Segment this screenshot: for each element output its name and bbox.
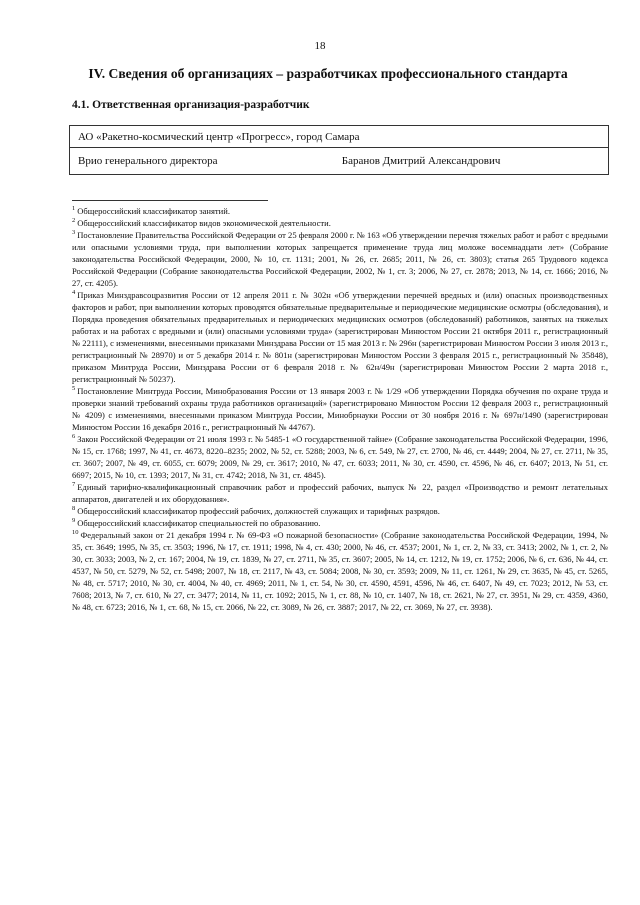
footnote-marker: 6 [72,433,76,441]
footnote [72,517,608,529]
footnote-divider [72,200,268,201]
footnote-text: Закон Российской Федерации от 21 июля 1993 г. № 5485-1 «О государственной тайне» (Собрание законодательства Российской Федерации, 1996, № 15, ст. 1768; 1997, № 41, ст. 4673, 8220–8235; 2002, № 52, ст. 5288; 2003, № 6, ст. 549, № 27, ст. 2700, № 46, ст. 4449; 2004, № 27, ст. 2711, № 35, ст. 3607; 2007, № 49, ст. 6055, ст. 6079; 2009, № 29, ст. 3617; 2010, № 47, ст. 6033; 2011, № 30, ст. 4590, ст. 4596, № 46, ст. 6407; 2013, № 51, ст. 6697; 2015, № 10, ст. 1393; 2017, № 31, ст. 4742; 2018, № 31, ст. 4845). [72,434,608,480]
footnote-marker: 10 [72,529,79,537]
footnote-marker: 9 [72,517,76,525]
footnote [72,205,608,217]
organization-table [69,125,609,175]
footnote-marker: 4 [72,289,76,297]
footnote [72,433,608,481]
footnote-marker: 3 [72,229,76,237]
footnote-marker: 8 [72,505,76,513]
footnotes [72,205,608,613]
signatory-row [70,148,609,175]
organization-row [70,126,609,148]
organization-name: АО «Ракетно-космический центр «Прогресс», город Самара [70,126,609,148]
page-number: 18 [314,40,326,52]
footnote-text: Общероссийский классификатор видов экономической деятельности. [77,218,331,228]
footnote [72,481,608,505]
footnote-text: Общероссийский классификатор специальностей по образованию. [77,518,321,528]
footnote-text: Единый тарифно-квалификационный справочник работ и профессий рабочих, выпуск № 22, раздел «Производство и ремонт летательных аппаратов, двигателей и их оборудования». [72,482,608,504]
section-title: IV. Сведения об организациях – разработчиках профессионального стандарта [88,66,568,81]
footnote [72,505,608,517]
footnote-text: Общероссийский классификатор профессий рабочих, должностей служащих и тарифных разрядов. [77,506,440,516]
footnote-text: Приказ Минздравсоцразвития России от 12 апреля 2011 г. № 302н «Об утверждении перечней вредных и (или) опасных производственных факторов и работ, при выполнении которых проводятся обязательные предварительные и периодические медицинские осмотры (обследования), и Порядка проведения обязательных предварительных и периодических медицинских осмотров (обследований) работников, занятых на тяжелых работах и на работах с вредными и (или) опасными условиями труда» (зарегистрирован Минюстом России 21 октября 2011 г., регистрационный № 22111), с изменениями, внесенными приказами Минздрава России от 15 мая 2013 г. № 296н (зарегистрирован Минюстом России 3 июля 2013 г., регистрационный № 28970) и от 5 декабря 2014 г. № 801н (зарегистрирован Минюстом России 3 февраля 2015 г., регистрационный № 35848), приказом Минтруда России, Минздрава России от 6 февраля 2018 г. № 62н/49н (зарегистрирован Минюстом России 2 марта 2018 г., регистрационный № 50237). [72,290,608,384]
footnote-text: Постановление Правительства Российской Федерации от 25 февраля 2000 г. № 163 «Об утверждении перечня тяжелых работ и работ с вредными или опасными условиями труда, при выполнении которых запрещается применение труда лиц моложе восемнадцати лет» (Собрание законодательства Российской Федерации, 2000, № 10, ст. 1131; 2001, № 26, ст. 2685; 2011, № 26, ст. 3803); статья 265 Трудового кодекса Российской Федерации (Собрание законодательства Российской Федерации, 2002, № 1, ст. 3; 2006, № 27, ст. 2878; 2013, № 14, ст. 1666; 2016, № 27, ст. 4205). [72,230,608,288]
footnote [72,529,608,613]
signatory-position: Врио генерального директора [70,148,300,175]
footnote [72,289,608,385]
footnote [72,229,608,289]
signatory-name: Баранов Дмитрий Александрович [300,148,609,175]
footnote-text: Общероссийский классификатор занятий. [77,206,230,216]
footnote-marker: 5 [72,385,76,393]
footnote-marker: 1 [72,205,76,213]
footnote-text: Федеральный закон от 21 декабря 1994 г. № 69-ФЗ «О пожарной безопасности» (Собрание законодательства Российской Федерации, 1994, № 35, ст. 3649; 1995, № 35, ст. 3503; 1996, № 17, ст. 1911; 1998, № 4, ст. 430; 2000, № 46, ст. 4537; 2001, № 1, ст. 2, № 33, ст. 3413; 2002, № 1, ст. 2, № 30, ст. 3033; 2003, № 2, ст. 167; 2004, № 19, ст. 1839, № 27, ст. 2711, № 35, ст. 3607; 2005, № 14, ст. 1212, № 19, ст. 1752; 2006, № 6, ст. 636, № 44, ст. 4537, № 50, ст. 5279, № 52, ст. 5498; 2007, № 18, ст. 2117, № 43, ст. 5084; 2008, № 30, ст. 3593; 2009, № 11, ст. 1261, № 29, ст. 3635, № 45, ст. 5265, № 48, ст. 5717; 2010, № 30, ст. 4004, № 40, ст. 4969; 2011, № 1, ст. 54, № 30, ст. 4590, 4591, 4596, № 46, ст. 6407, № 49, ст. 7023; 2012, № 53, ст. 7608; 2013, № 7, ст. 610, № 27, ст. 3477; 2014, № 11, ст. 1092; 2015, № 1, ст. 88, № 10, ст. 1407, № 18, ст. 2621, № 27, ст. 3951, № 29, ст. 4359, 4360, № 48, ст. 6723; 2016, № 1, ст. 68, № 15, ст. 2066, № 22, ст. 3089, № 26, ст. 3887; 2017, № 22, ст. 3069, № 27, ст. 3938). [72,530,608,612]
footnote-marker: 7 [72,481,76,489]
footnote [72,385,608,433]
footnote [72,217,608,229]
footnote-marker: 2 [72,217,76,225]
footnote-text: Постановление Минтруда России, Минобразования России от 13 января 2003 г. № 1/29 «Об утверждении Порядка обучения по охране труда и проверки знаний требований охраны труда работников организаций» (зарегистрировано Минюстом России 12 февраля 2003 г., регистрационный № 4209) с изменениями, внесенными приказом Минтруда России, Минобрнауки России от 30 ноября 2016 г. № 697н/1490 (зарегистрирован Минюстом России 16 декабря 2016 г., регистрационный № 44767). [72,386,608,432]
subsection-title: 4.1. Ответственная организация-разработчик [72,99,310,111]
